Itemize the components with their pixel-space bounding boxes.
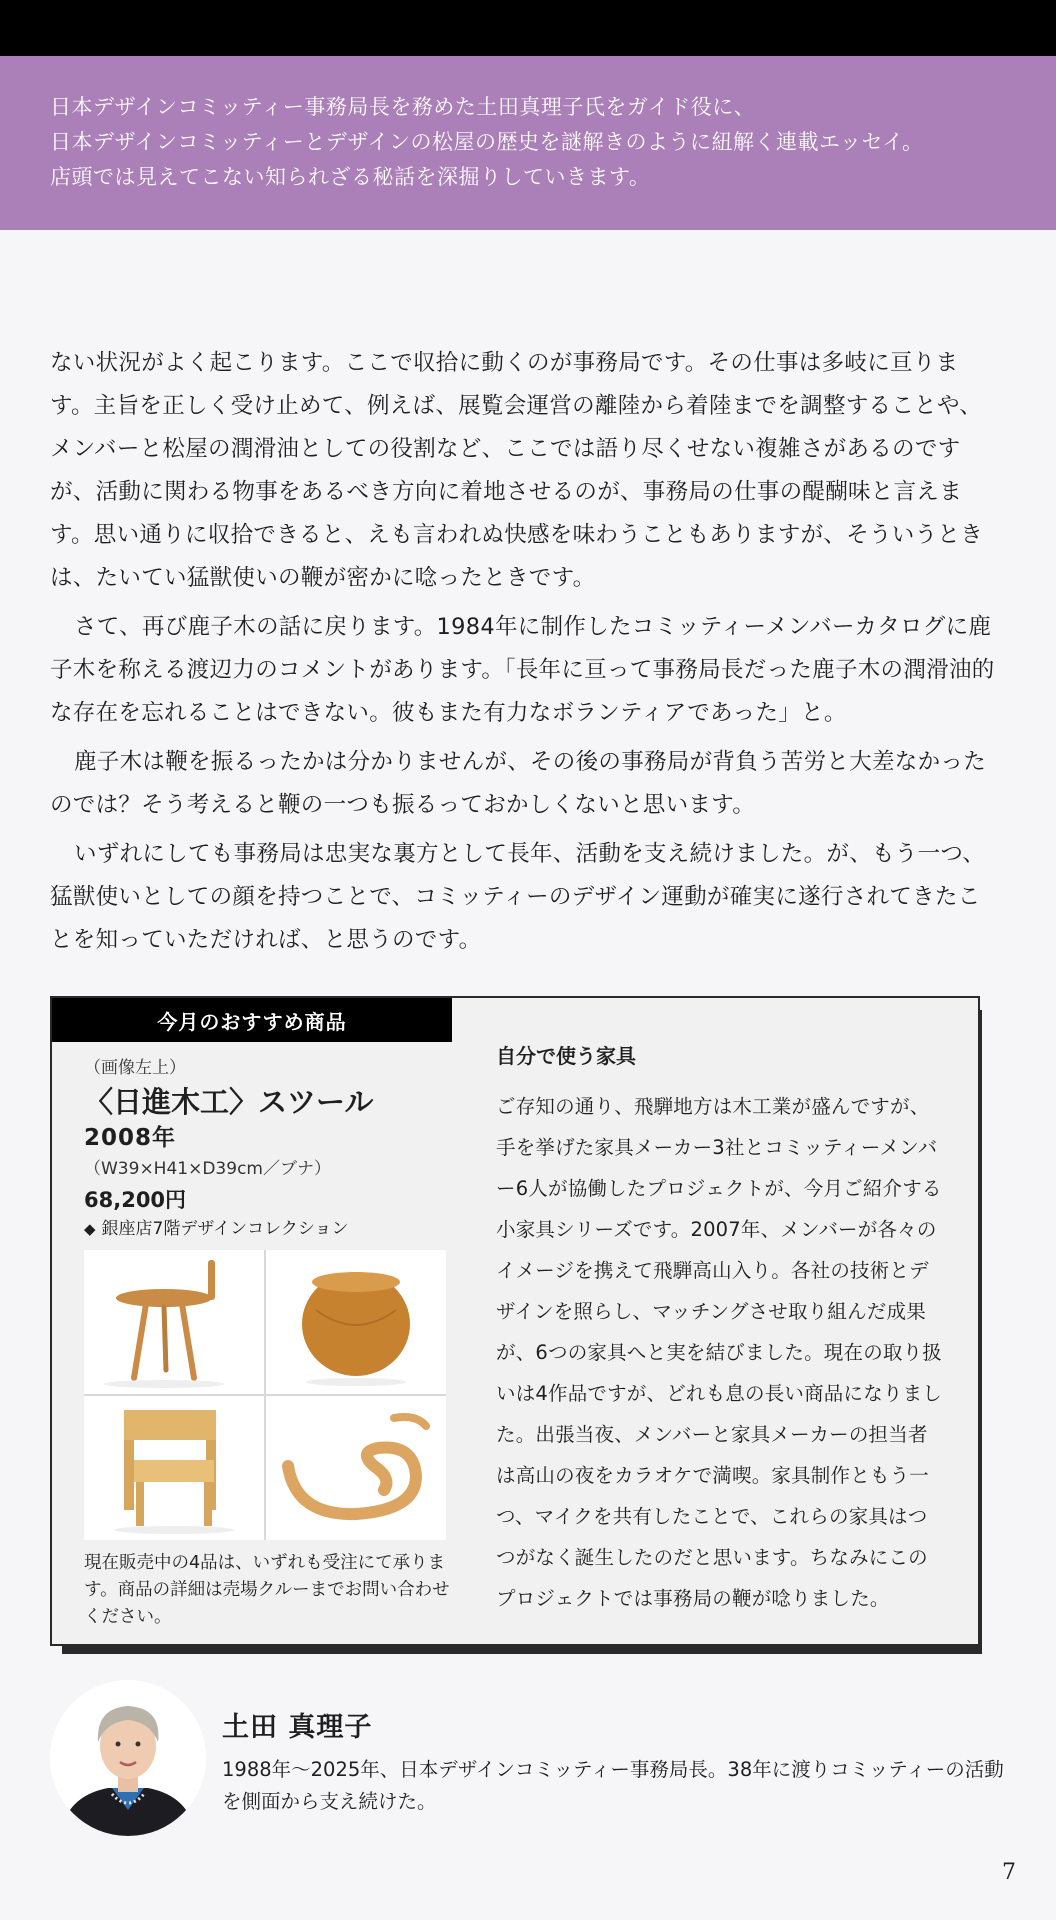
top-bar <box>0 0 1056 56</box>
stool-illustration <box>84 1250 264 1394</box>
round-stool-illustration <box>266 1250 446 1394</box>
product-year: 2008年 <box>84 1125 177 1151</box>
essay-paragraph: ない状況がよく起こります。ここで収拾に動くのが事務局です。その仕事は多岐に亘ります。主旨を正しく受け止めて、例えば、展覧会運営の離陸から着陸までを調整することや、メンバーと松屋の潤滑油としての役割など、ここでは語り尽くせない複雑さがあるのですが、活動に関わる物事をあるべき方向に着地させるのが、事務局の仕事の醍醐味と言えます。思い通りに収拾できると、えも言われぬ快感を味わうこともありますが、そういうときは、たいてい猛獣使いの鞭が密かに唸ったときです。 <box>50 350 984 591</box>
product-name: 〈日進木工〉スツール <box>84 1085 374 1119</box>
round-stool-photo <box>266 1250 446 1394</box>
feature-text: ご存知の通り、飛騨地方は木工業が盛んですが、手を挙げた家具メーカー3社とコミッティーメンバー6人が協働したプロジェクトが、今月ご紹介する小家具シリーズです。2007年、メンバーが各々のイメージを携えて飛騨高山入り。各社の技術とデザインを照らし、マッチングさせ取り組んだ成果が、6つの家具へと実を結びました。現在の取り扱いは4作品ですが、どれも息の長い商品になりました。出張当夜、メンバーと家具メーカーの担当者は高山の夜をカラオケで満喫。家具制作ともう一つ、マイクを共有したことで、これらの家具はつつがなく誕生したのだと思います。ちなみにこのプロジェクトでは事務局の鞭が唸りました。 <box>496 1095 943 1610</box>
store-label: 銀座店7階デザインコレクション <box>101 1219 349 1239</box>
nesting-tables-photo <box>84 1396 264 1540</box>
essay-paragraph: いずれにしても事務局は忠実な裏方として長年、活動を支え続けました。が、もう一つ、猛獣使いとしての顔を持つことで、コミッティーのデザイン運動が確実に遂行されてきたことを知っていただければ、と思うのです。 <box>50 841 986 953</box>
feature-title: 自分で使う家具 <box>496 1044 636 1068</box>
product-info <box>84 1056 454 1242</box>
photo-caption: 現在販売中の4品は、いずれも受注にて承ります。商品の詳細は売場クルーまでお問い合わせください。 <box>84 1553 450 1627</box>
intro-banner <box>0 56 1056 230</box>
diamond-icon: ◆ <box>84 1220 96 1238</box>
curved-bench-illustration <box>266 1396 446 1540</box>
product-dimensions: （W39×H41×D39cm／ブナ） <box>84 1159 331 1179</box>
author-avatar <box>50 1680 206 1836</box>
banner-line: 店頭では見えてこない知られざる秘話を深掘りしていきます。 <box>50 165 651 189</box>
product-store <box>84 1216 454 1242</box>
recommend-box <box>50 996 980 1646</box>
banner-line: 日本デザインコミッティーとデザインの松屋の歴史を謎解きのように紐解く連載エッセイ。 <box>50 130 924 154</box>
essay-paragraph: 鹿子木は鞭を振るったかは分かりませんが、その後の事務局が背負う苦労と大差なかったのでは？そう考えると鞭の一つも振るっておかしくないと思います。 <box>50 749 987 818</box>
banner-line: 日本デザインコミッティー事務局長を務めた土田真理子氏をガイド役に、 <box>50 95 756 119</box>
product-photo-grid <box>84 1250 446 1540</box>
author-bio: 1988年〜2025年、日本デザインコミッティー事務局長。38年に渡りコミッティーの活動を側面から支え続けた。 <box>222 1758 1004 1813</box>
essay-paragraph: さて、再び鹿子木の話に戻ります。1984年に制作したコミッティーメンバーカタログに鹿子木を称える渡辺力のコメントがあります。「長年に亘って事務局長だった鹿子木の潤滑油的な存在を忘れることはできない。彼もまた有力なボランティアであった」と。 <box>50 614 995 726</box>
image-note: （画像左上） <box>84 1058 186 1078</box>
nesting-tables-illustration <box>84 1396 264 1540</box>
stool-photo <box>84 1250 264 1394</box>
feature-column <box>496 1042 946 1619</box>
author-name: 土田 真理子 <box>222 1712 373 1743</box>
curved-bench-photo <box>266 1396 446 1540</box>
page-number: 7 <box>1002 1860 1016 1885</box>
recommend-tab: 今月のおすすめ商品 <box>52 998 452 1042</box>
essay-body <box>50 342 1000 968</box>
author-portrait <box>50 1680 206 1836</box>
product-price: 68,200円 <box>84 1188 187 1212</box>
